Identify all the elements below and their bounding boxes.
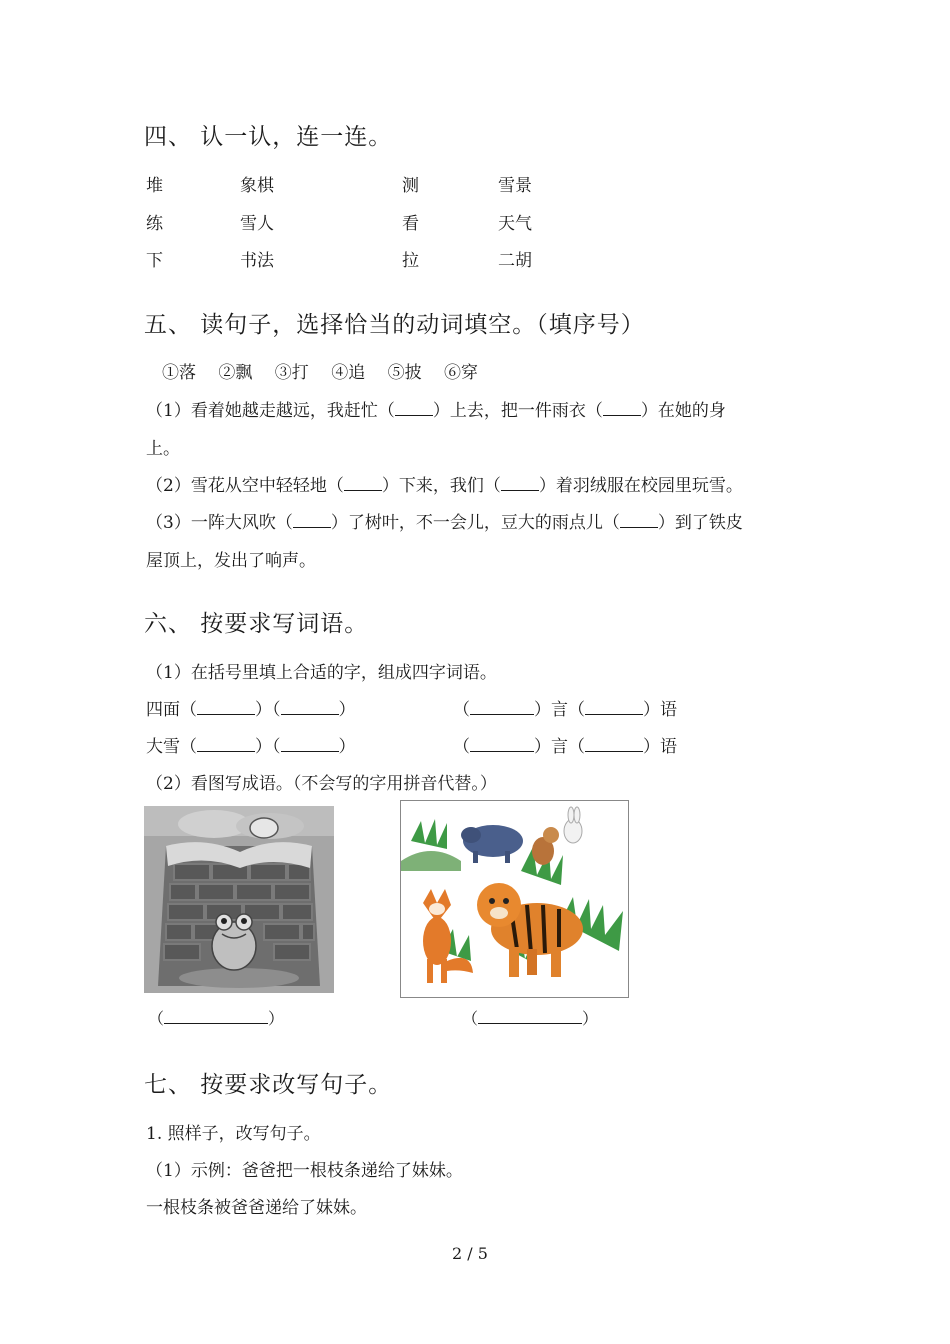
section-7-title: 七、 按要求改写句子。 [144,1072,393,1098]
paren-open: （ [180,700,197,720]
sentence-3-part-b: ）了树叶，不一会儿，豆大的雨点儿（ [330,513,620,533]
sentence-2-part-b: ）下来，我们（ [381,476,501,496]
paren-open: （ [568,737,585,757]
section-6-title: 六、 按要求写词语。 [144,611,369,637]
example-sentence: （1）示例：爸爸把一根枝条递给了妹妹。 [146,1161,463,1181]
idiom-char-yu: 语 [660,700,677,720]
page-number: 2 / 5 [452,1244,488,1263]
paren-close: ） [643,700,660,720]
paren-close: ） [338,737,356,757]
match-left-word-1: 象棋 [240,176,274,196]
idiom-char-yan: 言 [551,700,568,720]
blank-input[interactable] [197,700,255,715]
sentence-3-part-c: ）到了铁皮 [657,513,743,533]
idiom-answer-1 [148,1006,284,1029]
sentence-1-part-b: ）上去，把一件雨衣（ [432,401,603,421]
match-right-3: 拉 [402,251,419,271]
paren-close: ） [643,737,660,757]
match-right-word-2: 天气 [498,214,532,234]
sentence-1-part-c: ）在她的身 [640,401,726,421]
paren-close: ） [268,1009,285,1028]
paren-close: ） [534,700,551,720]
sentence-1-part-a: （1）看着她越走越远，我赶忙（ [146,401,395,421]
frog-in-well-image [144,806,334,993]
idiom-row-1-left [146,695,356,720]
blank-input[interactable] [620,513,658,528]
paren-close: ） [534,737,551,757]
blank-input[interactable] [585,700,643,715]
match-left-word-2: 雪人 [240,214,274,234]
paren-open: （ [453,737,470,757]
verb-options: ①落 ②飘 ③打 ④追 ⑤披 ⑥穿 [162,363,479,383]
sentence-2-part-c: ）着羽绒服在校园里玩雪。 [538,476,743,496]
blank-input[interactable] [281,737,339,752]
paren-open: （ [272,700,281,720]
idiom-char-yan: 言 [551,737,568,757]
sentence-1-line-2: 上。 [146,439,180,459]
blank-input[interactable] [293,513,331,528]
match-right-1: 测 [402,176,419,196]
match-right-word-3: 二胡 [498,251,532,271]
match-left-3: 下 [146,251,163,271]
match-right-word-1: 雪景 [498,176,532,196]
paren-open: （ [272,737,281,757]
match-left-1: 堆 [146,176,163,196]
blank-input[interactable] [281,700,339,715]
blank-input[interactable] [395,401,433,416]
blank-input[interactable] [603,401,641,416]
sentence-2-part-a: （2）雪花从空中轻轻地（ [146,476,344,496]
sentence-2 [146,471,743,496]
paren-open: （ [568,700,585,720]
question-2: （2）看图写成语。（不会写的字用拼音代替。） [146,774,497,794]
question-1: （1）在括号里填上合适的字，组成四字词语。 [146,663,497,683]
paren-open: （ [148,1009,165,1028]
blank-input[interactable] [164,1009,268,1024]
paren-open: （ [180,737,197,757]
section-4-title: 四、 认一认，连一连。 [144,124,393,150]
match-right-2: 看 [402,214,419,234]
paren-close: ） [582,1009,599,1028]
blank-input[interactable] [197,737,255,752]
paren-open: （ [453,700,470,720]
paren-open: （ [462,1009,479,1028]
sentence-3-line-2: 屋顶上，发出了响声。 [146,551,316,571]
blank-input[interactable] [501,476,539,491]
blank-input[interactable] [585,737,643,752]
sentence-3-line-1 [146,508,743,533]
match-left-2: 练 [146,214,163,234]
idiom-prefix: 四面 [146,700,180,720]
blank-input[interactable] [344,476,382,491]
sentence-1-line-1 [146,396,726,421]
fox-and-tiger-image [400,800,629,998]
paren-close: ） [338,700,356,720]
paren-close: ） [255,700,272,720]
idiom-answer-2 [462,1006,598,1029]
idiom-row-2-left [146,732,356,757]
idiom-row-1-right [453,695,677,720]
blank-input[interactable] [470,700,534,715]
blank-input[interactable] [470,737,534,752]
paren-close: ） [255,737,272,757]
blank-input[interactable] [478,1009,582,1024]
sentence-3-part-a: （3）一阵大风吹（ [146,513,293,533]
item-1-instruction: 1. 照样子，改写句子。 [146,1124,321,1144]
idiom-char-yu: 语 [660,737,677,757]
idiom-row-2-right [453,732,677,757]
match-left-word-3: 书法 [240,251,274,271]
example-answer: 一根枝条被爸爸递给了妹妹。 [146,1198,367,1218]
idiom-prefix: 大雪 [146,737,180,757]
section-5-title: 五、 读句子，选择恰当的动词填空。（填序号） [144,312,645,338]
